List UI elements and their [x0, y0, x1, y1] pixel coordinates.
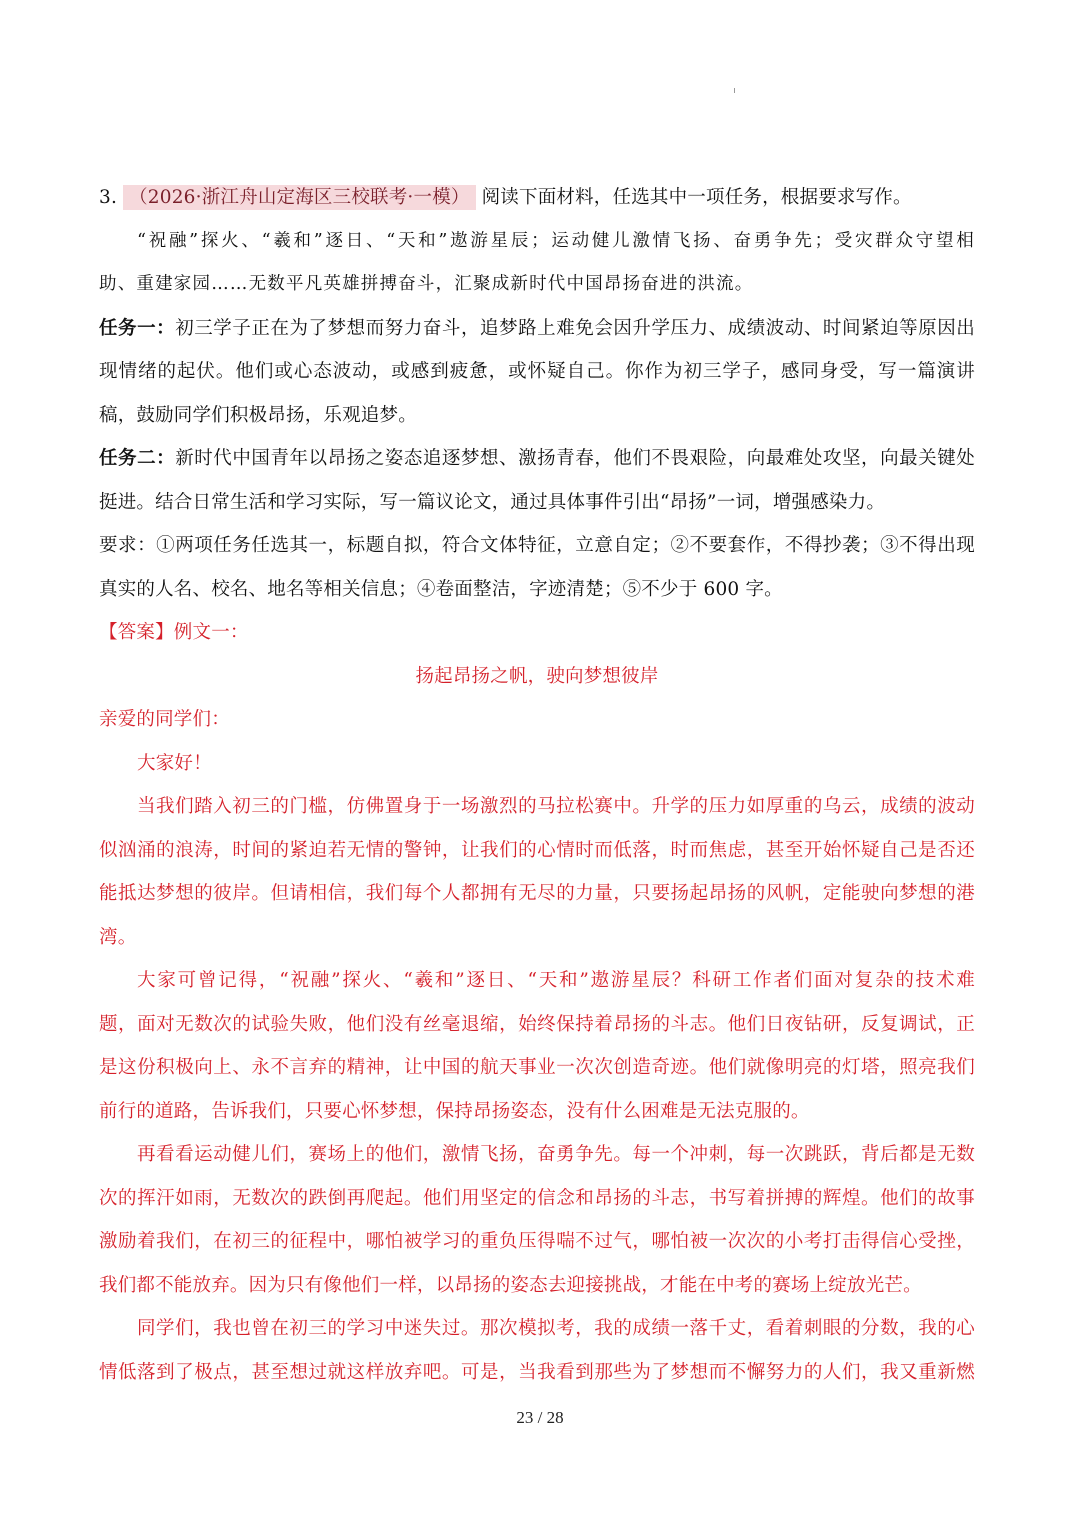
page-mark	[734, 88, 735, 93]
task1-line: 稿，鼓励同学们积极昂扬，乐观追梦。	[99, 404, 417, 426]
essay-line: 题，面对无数次的试验失败，他们没有丝毫退缩，始终保持着昂扬的斗志。他们日夜钻研，反复调试，正	[99, 1013, 975, 1035]
task2-line	[99, 437, 975, 481]
task2-text: 新时代中国青年以昂扬之姿态追逐梦想、激扬青春，他们不畏艰险，向最难处攻坚，向最关键处	[175, 448, 975, 469]
essay-line: 当我们踏入初三的门槛，仿佛置身于一场激烈的马拉松赛中。升学的压力如厚重的乌云，成绩的波动	[137, 796, 975, 817]
essay-line: 我们都不能放弃。因为只有像他们一样，以昂扬的姿态去迎接挑战，才能在中考的赛场上绽放光芒。	[99, 1274, 922, 1296]
requirements-line: 真实的人名、校名、地名等相关信息；④卷面整洁，字迹清楚；⑤不少于 600 字。	[99, 578, 783, 600]
essay-title: 扬起昂扬之帆，驶向梦想彼岸	[415, 665, 659, 687]
essay-line: 能抵达梦想的彼岸。但请相信，我们每个人都拥有无尽的力量，只要扬起昂扬的风帆，定能驶向梦想的港	[99, 883, 975, 904]
question-intro: 阅读下面材料，任选其中一项任务，根据要求写作。	[481, 187, 912, 208]
essay-line: 湾。	[99, 926, 137, 948]
task1-line: 现情绪的起伏。他们或心态波动，或感到疲惫，或怀疑自己。你作为初三学子，感同身受，写一篇演讲	[99, 361, 975, 382]
page-content	[99, 176, 975, 1394]
task2-line: 挺进。结合日常生活和学习实际，写一篇议论文，通过具体事件引出“昂扬”一词，增强感染力。	[99, 491, 886, 513]
essay-line: 再看看运动健儿们，赛场上的他们，激情飞扬，奋勇争先。每一个冲刺，每一次跳跃，背后都是无数	[137, 1144, 975, 1165]
essay-line: 是这份积极向上、永不言弃的精神，让中国的航天事业一次次创造奇迹。他们就像明亮的灯塔，照亮我们	[99, 1057, 975, 1078]
task1-label: 任务一：	[99, 317, 176, 339]
requirements-line: 要求：①两项任务任选其一，标题自拟，符合文体特征，立意自定；②不要套作，不得抄袭；③不得出现	[99, 535, 975, 556]
essay-line: 大家可曾记得，“祝融”探火、“羲和”逐日、“天和”遨游星辰？科研工作者们面对复杂的技术难	[137, 970, 975, 991]
question-header	[99, 176, 975, 220]
task1-line	[99, 307, 975, 351]
essay-line: 似汹涌的浪涛，时间的紧迫若无情的警钟，让我们的心情时而低落，时而焦虑，甚至开始怀疑自己是否还	[99, 839, 975, 861]
essay-line: 激励着我们，在初三的征程中，哪怕被学习的重负压得喘不过气，哪怕被一次次的小考打击得信心受挫，	[99, 1231, 975, 1252]
material-line: “祝融”探火、“羲和”逐日、“天和”遨游星辰；运动健儿激情飞扬、奋勇争先；受灾群众守望相	[137, 230, 975, 251]
essay-line: 前行的道路，告诉我们，只要心怀梦想，保持昂扬姿态，没有什么困难是无法克服的。	[99, 1100, 810, 1122]
question-source: （2026·浙江舟山定海区三校联考·一模）	[123, 185, 476, 210]
essay-salutation: 亲爱的同学们：	[99, 709, 230, 730]
essay-line: 情低落到了极点，甚至想过就这样放弃吧。可是，当我看到那些为了梦想而不懈努力的人们，我又重新燃	[99, 1361, 975, 1383]
essay-greeting: 大家好！	[137, 752, 212, 774]
task1-text: 初三学子正在为了梦想而努力奋斗，追梦路上难免会因升学压力、成绩波动、时间紧迫等原因出	[175, 317, 975, 339]
question-number: 3.	[99, 187, 118, 208]
essay-line: 次的挥汗如雨，无数次的跌倒再爬起。他们用坚定的信念和昂扬的斗志，书写着拼搏的辉煌。他们的故事	[99, 1187, 975, 1209]
material-line: 助、重建家园……无数平凡英雄拼搏奋斗，汇聚成新时代中国昂扬奋进的洪流。	[99, 274, 754, 294]
task2-label: 任务二：	[99, 448, 176, 469]
page-number: 23 / 28	[516, 1408, 564, 1427]
answer-label: 【答案】例文一：	[99, 622, 249, 643]
essay-line: 同学们，我也曾在初三的学习中迷失过。那次模拟考，我的成绩一落千丈，看着刺眼的分数，我的心	[137, 1318, 975, 1339]
